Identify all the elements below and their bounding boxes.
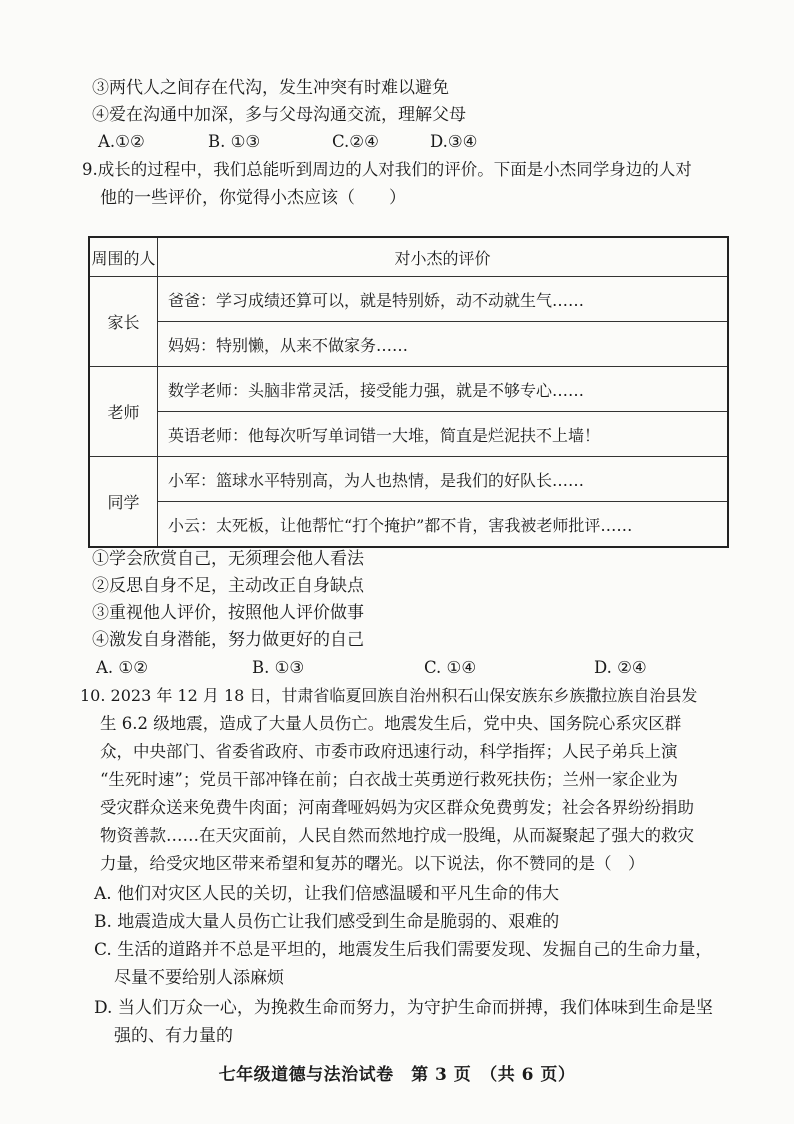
q10-stem-line5: 受灾群众送来免费牛肉面；河南聋哑妈妈为灾区群众免费剪发；社会各界纷纷捐助 [100, 798, 694, 817]
q10-option-a: A. 他们对灾区人民的关切，让我们倍感温暖和平凡生命的伟大 [94, 884, 560, 904]
q9-statement-1: ①学会欣赏自己，无须理会他人看法 [92, 549, 364, 569]
evaluation-cell: 数学老师：头脑非常灵活，接受能力强，就是不够专心…… [158, 367, 729, 412]
table-header-people: 周围的人 [89, 237, 158, 277]
group-teachers: 老师 [89, 367, 158, 457]
q9-statement-2: ②反思自身不足，主动改正自身缺点 [92, 576, 364, 596]
table-row [89, 277, 728, 322]
group-parents: 家长 [89, 277, 158, 367]
table-row [89, 502, 728, 548]
q10-stem-line6: 物资善款……在天灾面前，人民自然而然地拧成一股绳，从而凝聚起了强大的救灾 [100, 826, 694, 845]
q10-stem-line4: “生死时速”；党员干部冲锋在前；白衣战士英勇逆行救死扶伤；兰州一家企业为 [100, 770, 678, 789]
q10-option-c-line1: C. 生活的道路并不总是平坦的，地震发生后我们需要发现、发掘自己的生命力量， [94, 940, 713, 960]
prev-statement-3: ③两代人之间存在代沟，发生冲突有时难以避免 [92, 78, 449, 98]
table-header-row [89, 237, 728, 277]
q10-option-c-line2: 尽量不要给别人添麻烦 [114, 968, 284, 988]
q9-option-d: D. ②④ [594, 658, 647, 677]
evaluation-cell: 爸爸：学习成绩还算可以，就是特别娇，动不动就生气…… [158, 277, 729, 322]
q9-statement-3: ③重视他人评价，按照他人评价做事 [92, 603, 364, 623]
table-header-evaluation: 对小杰的评价 [158, 237, 729, 277]
q10-stem-line7: 力量，给受灾地区带来希望和复苏的曙光。以下说法，你不赞同的是（ ） [100, 854, 645, 873]
q10-stem-line1: 10. 2023 年 12 月 18 日，甘肃省临夏回族自治州积石山保安族东乡族撒拉族自治县发 [80, 686, 698, 705]
evaluation-cell: 小云：太死板，让他帮忙“打个掩护”都不肯，害我被老师批评…… [158, 502, 729, 548]
q10-option-d-line1: D. 当人们万众一心，为挽救生命而努力，为守护生命而拼搏，我们体味到生命是坚 [94, 998, 713, 1018]
table-row [89, 412, 728, 457]
q9-option-a: A. ①② [96, 658, 148, 677]
table-row [89, 457, 728, 502]
q10-option-d-line2: 强的、有力量的 [114, 1026, 233, 1046]
table-row [89, 367, 728, 412]
prev-option-d: D.③④ [430, 132, 478, 151]
prev-option-c: C.②④ [332, 132, 379, 151]
evaluation-cell: 小军：篮球水平特别高，为人也热情，是我们的好队长…… [158, 457, 729, 502]
q10-stem-line2: 生 6.2 级地震，造成了大量人员伤亡。地震发生后，党中央、国务院心系灾区群 [100, 714, 682, 733]
prev-option-b: B. ①③ [208, 132, 261, 151]
q9-option-b: B. ①③ [252, 658, 305, 677]
evaluation-table [88, 236, 729, 548]
q9-statement-4: ④激发自身潜能，努力做更好的自己 [92, 630, 364, 650]
q9-option-c: C. ①④ [424, 658, 477, 677]
q10-option-b: B. 地震造成大量人员伤亡让我们感受到生命是脆弱的、艰难的 [94, 912, 560, 932]
page-footer: 七年级道德与法治试卷 第 3 页 （共 6 页） [218, 1065, 576, 1085]
table-row [89, 322, 728, 367]
q9-stem-line2: 他的一些评价，你觉得小杰应该（ ） [100, 188, 406, 208]
evaluation-cell: 妈妈：特别懒，从来不做家务…… [158, 322, 729, 367]
prev-option-a: A.①② [98, 132, 145, 151]
q9-options [96, 656, 696, 680]
q9-stem-line1: 9.成长的过程中，我们总能听到周边的人对我们的评价。下面是小杰同学身边的人对 [82, 160, 692, 179]
prev-statement-4: ④爱在沟通中加深，多与父母沟通交流，理解父母 [92, 105, 466, 125]
group-classmates: 同学 [89, 457, 158, 548]
q10-stem-line3: 众，中央部门、省委省政府、市委市政府迅速行动，科学指挥；人民子弟兵上演 [100, 742, 678, 761]
evaluation-cell: 英语老师：他每次听写单词错一大堆，简直是烂泥扶不上墙！ [158, 412, 729, 457]
prev-options [98, 130, 498, 154]
